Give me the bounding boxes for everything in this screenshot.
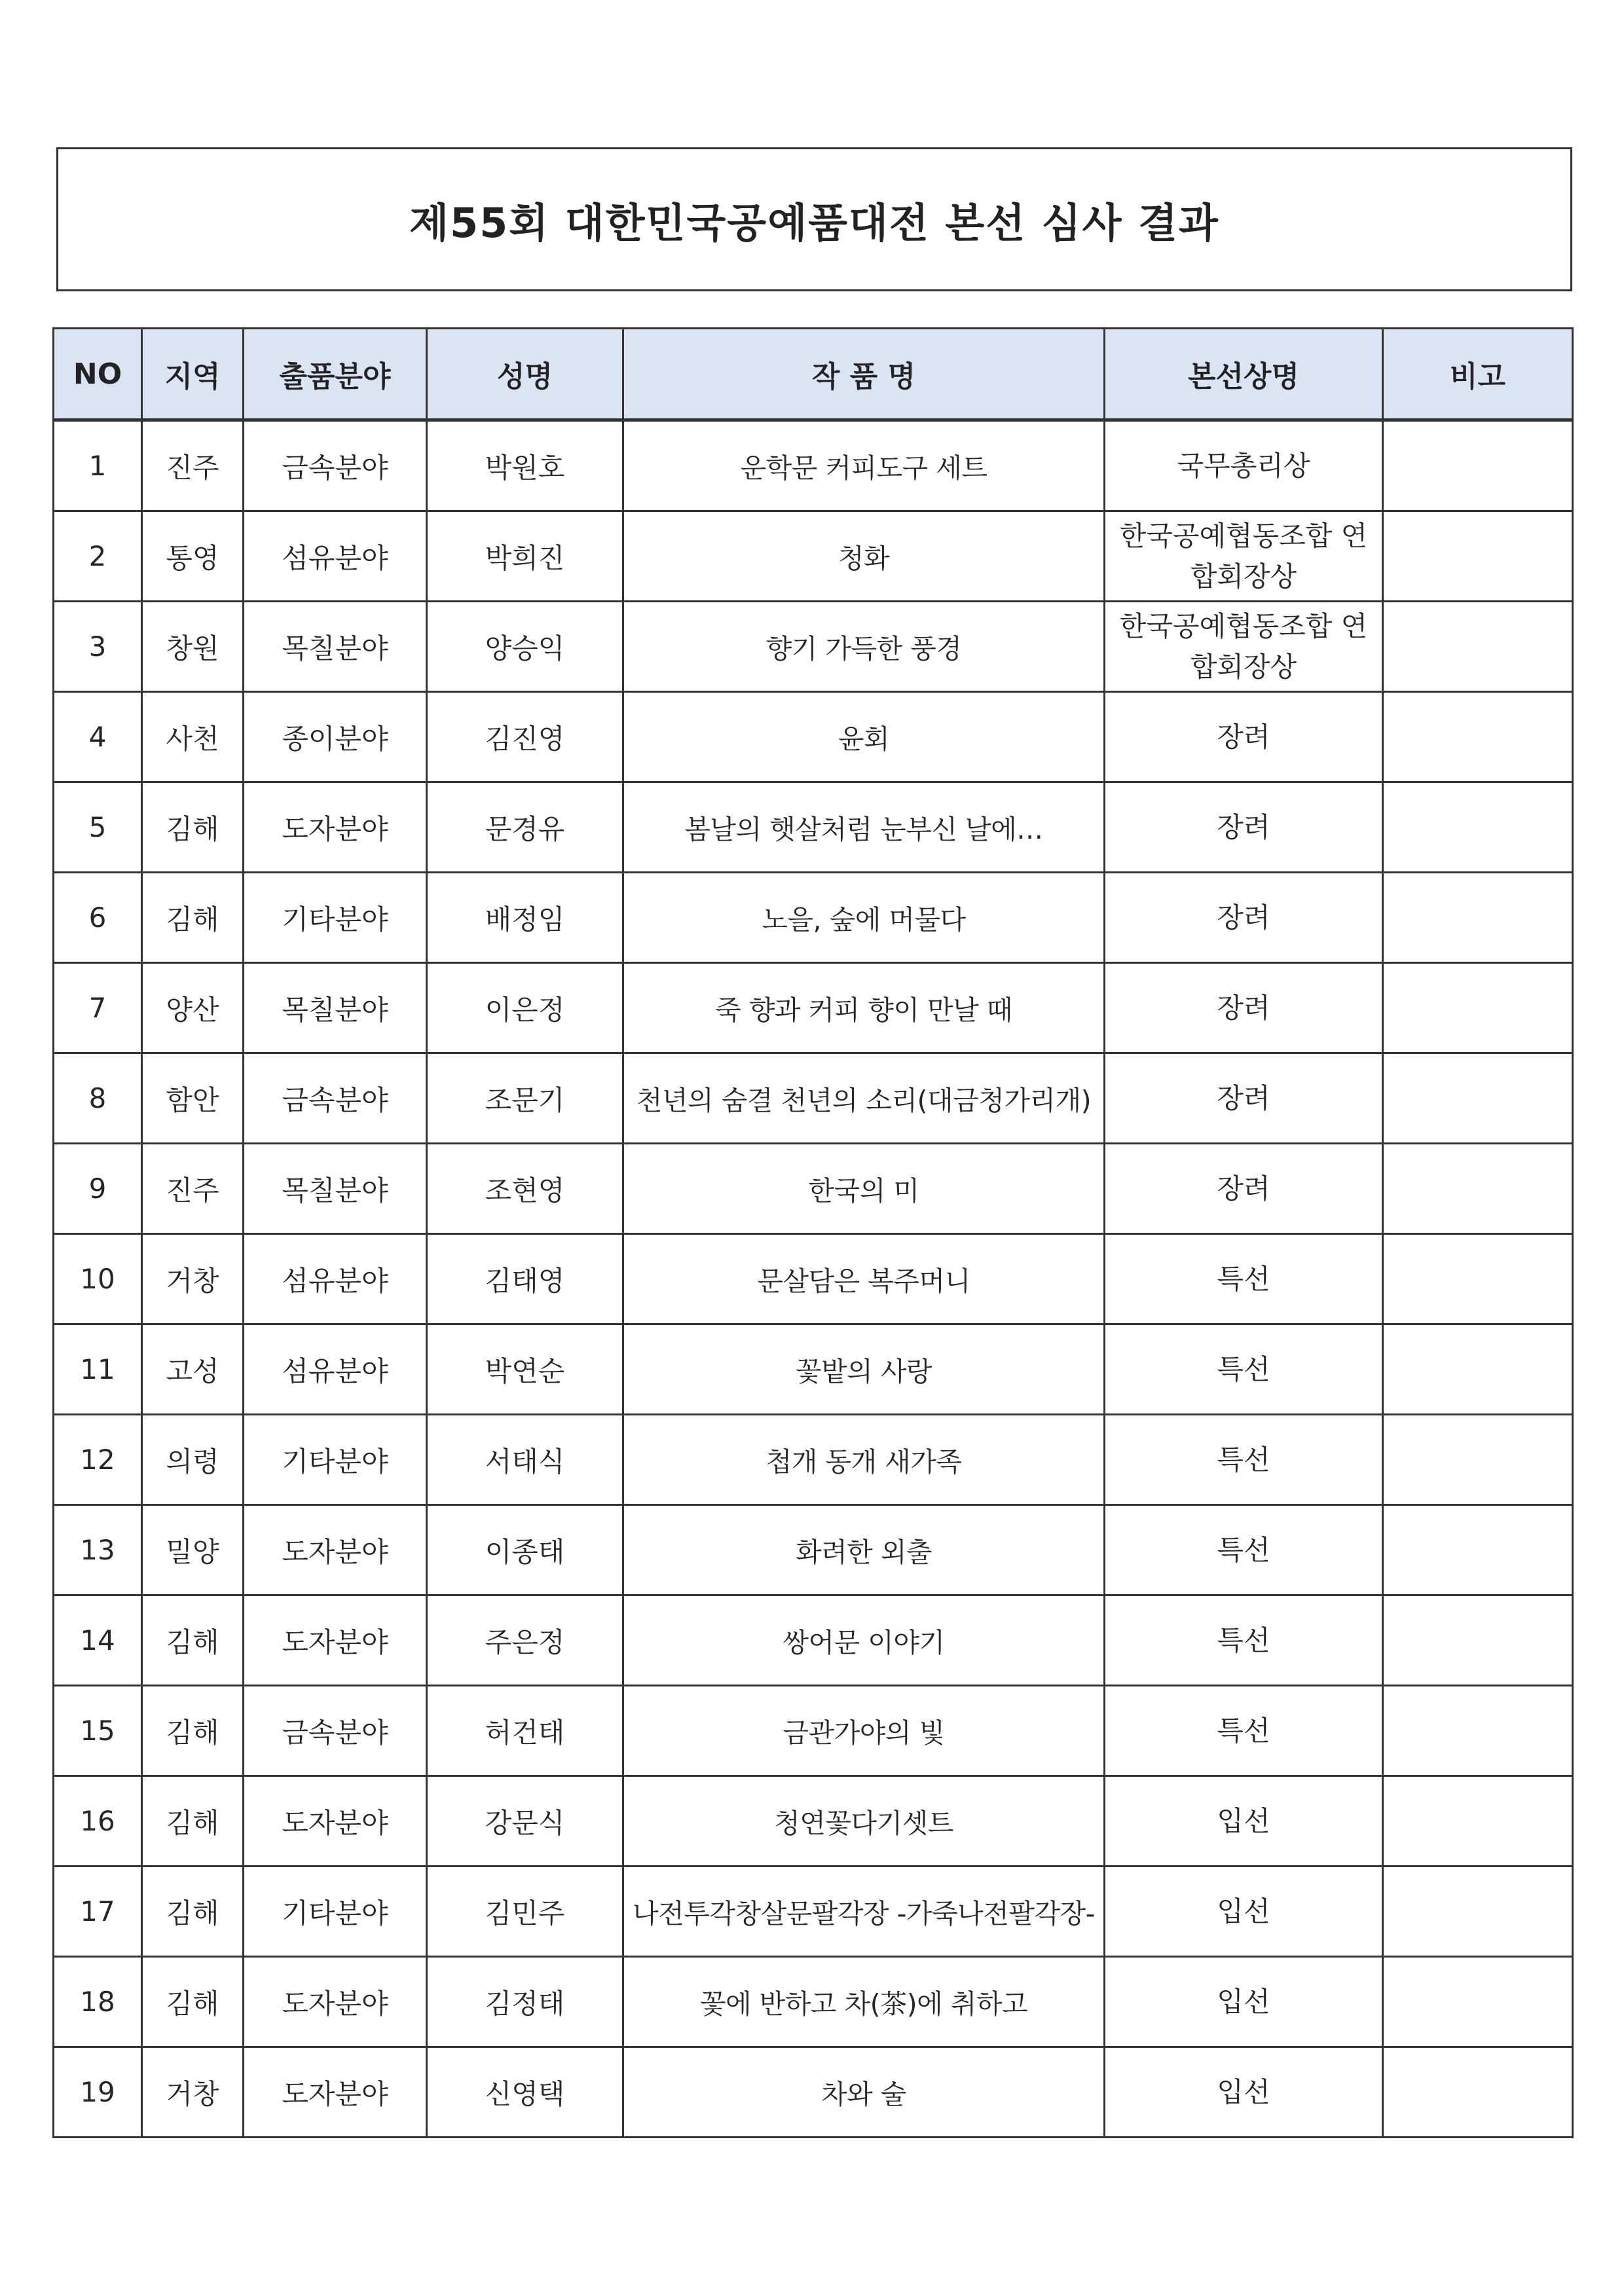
cell-work: 첩개 동개 새가족 bbox=[623, 1415, 1105, 1505]
cell-note bbox=[1383, 1595, 1573, 1686]
cell-note bbox=[1383, 1957, 1573, 2047]
header-region: 지역 bbox=[142, 329, 244, 420]
cell-category: 금속분야 bbox=[244, 420, 427, 511]
cell-category: 도자분야 bbox=[244, 1957, 427, 2047]
cell-region: 김해 bbox=[142, 873, 244, 963]
cell-note bbox=[1383, 1776, 1573, 1867]
results-table bbox=[52, 327, 1574, 2138]
cell-region: 거창 bbox=[142, 1234, 244, 1324]
cell-category: 목칠분야 bbox=[244, 602, 427, 692]
cell-region: 의령 bbox=[142, 1415, 244, 1505]
cell-award: 국무총리상 bbox=[1105, 420, 1383, 511]
cell-region: 함안 bbox=[142, 1053, 244, 1144]
table-row bbox=[54, 2047, 1573, 2138]
table-row bbox=[54, 1144, 1573, 1234]
cell-name: 김정태 bbox=[427, 1957, 623, 2047]
cell-name: 김태영 bbox=[427, 1234, 623, 1324]
cell-name: 이종태 bbox=[427, 1505, 623, 1595]
cell-work: 청연꽃다기셋트 bbox=[623, 1776, 1105, 1867]
cell-category: 목칠분야 bbox=[244, 1144, 427, 1234]
cell-no: 15 bbox=[54, 1686, 142, 1776]
cell-region: 진주 bbox=[142, 420, 244, 511]
cell-name: 조문기 bbox=[427, 1053, 623, 1144]
cell-region: 김해 bbox=[142, 1957, 244, 2047]
cell-name: 신영택 bbox=[427, 2047, 623, 2138]
cell-award: 장려 bbox=[1105, 963, 1383, 1053]
cell-work: 꽃에 반하고 차(茶)에 취하고 bbox=[623, 1957, 1105, 2047]
cell-award: 장려 bbox=[1105, 692, 1383, 782]
cell-note bbox=[1383, 1867, 1573, 1957]
cell-region: 사천 bbox=[142, 692, 244, 782]
cell-name: 주은정 bbox=[427, 1595, 623, 1686]
cell-work: 쌍어문 이야기 bbox=[623, 1595, 1105, 1686]
cell-award: 한국공예협동조합 연합회장상 bbox=[1105, 511, 1383, 602]
cell-work: 봄날의 햇살처럼 눈부신 날에… bbox=[623, 782, 1105, 873]
cell-category: 도자분야 bbox=[244, 2047, 427, 2138]
cell-category: 섬유분야 bbox=[244, 1324, 427, 1415]
cell-no: 3 bbox=[54, 602, 142, 692]
cell-category: 섬유분야 bbox=[244, 1234, 427, 1324]
cell-work: 화려한 외출 bbox=[623, 1505, 1105, 1595]
cell-no: 9 bbox=[54, 1144, 142, 1234]
cell-no: 11 bbox=[54, 1324, 142, 1415]
cell-region: 창원 bbox=[142, 602, 244, 692]
cell-no: 13 bbox=[54, 1505, 142, 1595]
cell-name: 강문식 bbox=[427, 1776, 623, 1867]
cell-work: 천년의 숨결 천년의 소리(대금청가리개) bbox=[623, 1053, 1105, 1144]
cell-note bbox=[1383, 963, 1573, 1053]
cell-category: 금속분야 bbox=[244, 1053, 427, 1144]
cell-name: 김진영 bbox=[427, 692, 623, 782]
cell-category: 섬유분야 bbox=[244, 511, 427, 602]
table-row bbox=[54, 1415, 1573, 1505]
table-row bbox=[54, 1686, 1573, 1776]
cell-name: 양승익 bbox=[427, 602, 623, 692]
table-row bbox=[54, 420, 1573, 511]
cell-award: 장려 bbox=[1105, 782, 1383, 873]
table-row bbox=[54, 782, 1573, 873]
table-row bbox=[54, 602, 1573, 692]
header-work: 작 품 명 bbox=[623, 329, 1105, 420]
cell-work: 금관가야의 빛 bbox=[623, 1686, 1105, 1776]
cell-category: 기타분야 bbox=[244, 1867, 427, 1957]
cell-no: 14 bbox=[54, 1595, 142, 1686]
table-row bbox=[54, 1776, 1573, 1867]
header-name: 성명 bbox=[427, 329, 623, 420]
cell-category: 목칠분야 bbox=[244, 963, 427, 1053]
cell-name: 박희진 bbox=[427, 511, 623, 602]
cell-name: 박원호 bbox=[427, 420, 623, 511]
cell-category: 기타분야 bbox=[244, 1415, 427, 1505]
cell-region: 양산 bbox=[142, 963, 244, 1053]
cell-region: 통영 bbox=[142, 511, 244, 602]
cell-work: 죽 향과 커피 향이 만날 때 bbox=[623, 963, 1105, 1053]
cell-award: 특선 bbox=[1105, 1415, 1383, 1505]
cell-name: 이은정 bbox=[427, 963, 623, 1053]
table-row bbox=[54, 1053, 1573, 1144]
cell-region: 김해 bbox=[142, 1867, 244, 1957]
table-row bbox=[54, 1867, 1573, 1957]
cell-no: 18 bbox=[54, 1957, 142, 2047]
cell-note bbox=[1383, 873, 1573, 963]
table-row bbox=[54, 963, 1573, 1053]
cell-award: 장려 bbox=[1105, 873, 1383, 963]
header-row bbox=[54, 329, 1573, 420]
header-note: 비고 bbox=[1383, 329, 1573, 420]
cell-name: 박연순 bbox=[427, 1324, 623, 1415]
cell-note bbox=[1383, 1234, 1573, 1324]
cell-region: 김해 bbox=[142, 1686, 244, 1776]
cell-region: 김해 bbox=[142, 1595, 244, 1686]
cell-category: 도자분야 bbox=[244, 1776, 427, 1867]
cell-note bbox=[1383, 2047, 1573, 2138]
table-row bbox=[54, 1234, 1573, 1324]
title-box bbox=[56, 147, 1572, 291]
cell-name: 문경유 bbox=[427, 782, 623, 873]
cell-note bbox=[1383, 511, 1573, 602]
table-row bbox=[54, 1324, 1573, 1415]
cell-category: 도자분야 bbox=[244, 782, 427, 873]
cell-award: 특선 bbox=[1105, 1595, 1383, 1686]
cell-note bbox=[1383, 1053, 1573, 1144]
cell-name: 조현영 bbox=[427, 1144, 623, 1234]
cell-category: 종이분야 bbox=[244, 692, 427, 782]
cell-award: 특선 bbox=[1105, 1234, 1383, 1324]
cell-no: 6 bbox=[54, 873, 142, 963]
cell-note bbox=[1383, 1415, 1573, 1505]
cell-region: 진주 bbox=[142, 1144, 244, 1234]
cell-award: 특선 bbox=[1105, 1324, 1383, 1415]
cell-category: 도자분야 bbox=[244, 1595, 427, 1686]
cell-note bbox=[1383, 1324, 1573, 1415]
table-row bbox=[54, 1505, 1573, 1595]
cell-note bbox=[1383, 782, 1573, 873]
cell-award: 특선 bbox=[1105, 1505, 1383, 1595]
cell-work: 문살담은 복주머니 bbox=[623, 1234, 1105, 1324]
header-no: NO bbox=[54, 329, 142, 420]
cell-award: 특선 bbox=[1105, 1686, 1383, 1776]
cell-no: 5 bbox=[54, 782, 142, 873]
cell-note bbox=[1383, 420, 1573, 511]
cell-no: 4 bbox=[54, 692, 142, 782]
cell-award: 입선 bbox=[1105, 2047, 1383, 2138]
cell-category: 금속분야 bbox=[244, 1686, 427, 1776]
cell-work: 꽃밭의 사랑 bbox=[623, 1324, 1105, 1415]
cell-no: 7 bbox=[54, 963, 142, 1053]
cell-award: 장려 bbox=[1105, 1144, 1383, 1234]
cell-no: 2 bbox=[54, 511, 142, 602]
cell-award: 입선 bbox=[1105, 1957, 1383, 2047]
cell-note bbox=[1383, 1505, 1573, 1595]
cell-note bbox=[1383, 1144, 1573, 1234]
table-row bbox=[54, 1957, 1573, 2047]
table-row bbox=[54, 873, 1573, 963]
cell-award: 입선 bbox=[1105, 1867, 1383, 1957]
cell-region: 김해 bbox=[142, 1776, 244, 1867]
table-row bbox=[54, 511, 1573, 602]
cell-name: 서태식 bbox=[427, 1415, 623, 1505]
cell-name: 허건태 bbox=[427, 1686, 623, 1776]
cell-no: 1 bbox=[54, 420, 142, 511]
cell-note bbox=[1383, 692, 1573, 782]
header-award: 본선상명 bbox=[1105, 329, 1383, 420]
cell-name: 김민주 bbox=[427, 1867, 623, 1957]
document-title: 제55회 대한민국공예품대전 본선 심사 결과 bbox=[409, 198, 1219, 247]
cell-work: 차와 술 bbox=[623, 2047, 1105, 2138]
cell-work: 향기 가득한 풍경 bbox=[623, 602, 1105, 692]
cell-work: 한국의 미 bbox=[623, 1144, 1105, 1234]
cell-no: 12 bbox=[54, 1415, 142, 1505]
cell-work: 노을, 숲에 머물다 bbox=[623, 873, 1105, 963]
table-row bbox=[54, 1595, 1573, 1686]
cell-award: 입선 bbox=[1105, 1776, 1383, 1867]
cell-award: 장려 bbox=[1105, 1053, 1383, 1144]
cell-name: 배정임 bbox=[427, 873, 623, 963]
cell-award: 한국공예협동조합 연합회장상 bbox=[1105, 602, 1383, 692]
cell-region: 거창 bbox=[142, 2047, 244, 2138]
cell-work: 윤회 bbox=[623, 692, 1105, 782]
cell-no: 10 bbox=[54, 1234, 142, 1324]
cell-region: 밀양 bbox=[142, 1505, 244, 1595]
cell-no: 19 bbox=[54, 2047, 142, 2138]
cell-region: 고성 bbox=[142, 1324, 244, 1415]
cell-note bbox=[1383, 1686, 1573, 1776]
cell-work: 운학문 커피도구 세트 bbox=[623, 420, 1105, 511]
cell-no: 16 bbox=[54, 1776, 142, 1867]
cell-work: 나전투각창살문팔각장 -가죽나전팔각장- bbox=[623, 1867, 1105, 1957]
cell-region: 김해 bbox=[142, 782, 244, 873]
cell-no: 17 bbox=[54, 1867, 142, 1957]
cell-category: 기타분야 bbox=[244, 873, 427, 963]
table-row bbox=[54, 692, 1573, 782]
header-category: 출품분야 bbox=[244, 329, 427, 420]
cell-work: 청화 bbox=[623, 511, 1105, 602]
cell-category: 도자분야 bbox=[244, 1505, 427, 1595]
cell-no: 8 bbox=[54, 1053, 142, 1144]
cell-note bbox=[1383, 602, 1573, 692]
